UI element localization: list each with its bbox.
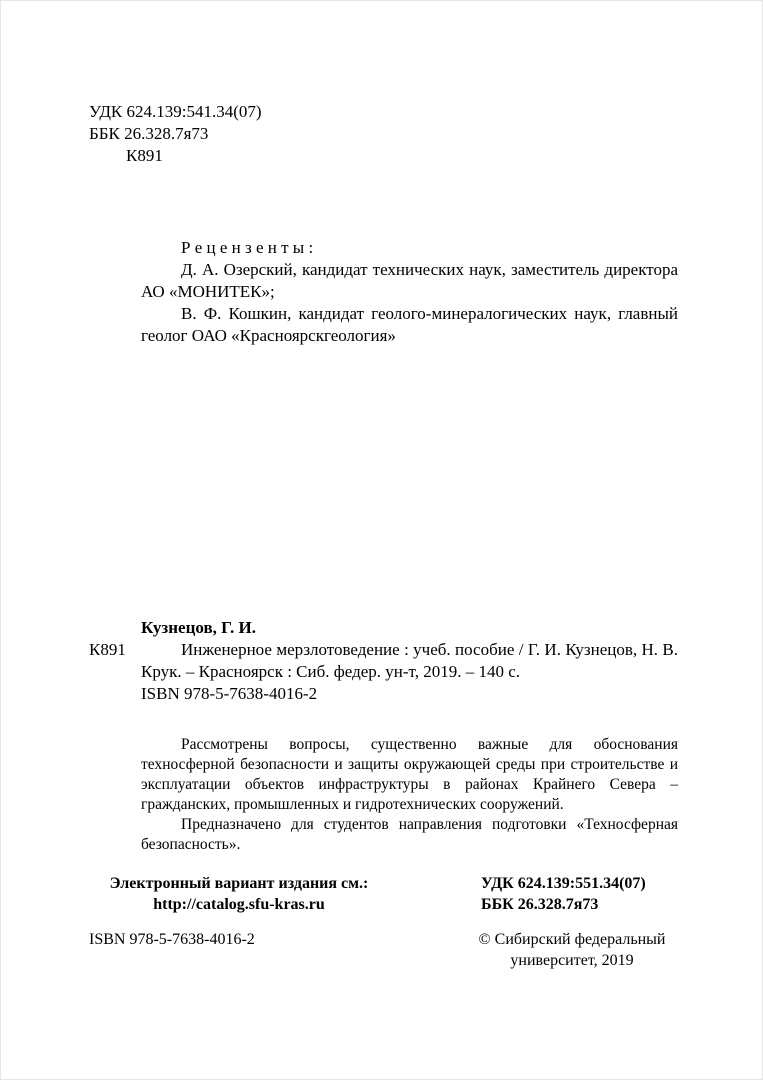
annotation-section (141, 735, 678, 855)
reviewer-2: В. Ф. Кошкин, кандидат геолого-минералогических наук, главный геолог ОАО «Красноярскгеология» (141, 304, 678, 345)
udk-code-top: УДК 624.139:541.34(07) (89, 102, 262, 121)
reviewers-section (141, 237, 678, 347)
electronic-edition-url: http://catalog.sfu-kras.ru (153, 896, 325, 913)
entry-description-text: Инженерное мерзлотоведение : учеб. пособие / Г. И. Кузнецов, Н. В. Крук. – Красноярск : Сиб. федер. ун-т, 2019. – 140 с. (141, 640, 678, 681)
bbk-code-bottom: ББК 26.328.7я73 (481, 896, 599, 913)
top-classification-codes (89, 101, 262, 167)
annotation-paragraph-2: Предназначено для студентов направления подготовки «Техносферная безопасность». (141, 816, 678, 853)
bibliographic-entry (89, 617, 678, 705)
entry-isbn: ISBN 978-5-7638-4016-2 (141, 684, 318, 703)
annotation-paragraph-1: Рассмотрены вопросы, существенно важные для обоснования техносферной безопасности и защиты окружающей среды при строительстве и эксплуатации объектов инфраструктуры в районах Крайнего Севера – гражданских, промышленных и гидротехнических сооружений. (141, 736, 678, 813)
entry-description (89, 639, 678, 683)
copyright-line-2: университет, 2019 (510, 952, 634, 969)
footer-classification-codes (481, 873, 646, 915)
reviewers-heading: Р е ц е н з е н т ы : (181, 238, 314, 257)
author-sign-top: К891 (126, 146, 163, 165)
entry-author: Кузнецов, Г. И. (141, 618, 256, 637)
entry-author-sign: К891 (89, 640, 126, 659)
copyright-line-1: © Сибирский федеральный (478, 931, 666, 948)
copyright-notice (477, 929, 667, 971)
electronic-edition-label: Электронный вариант издания см.: (109, 875, 369, 892)
bbk-code-top: ББК 26.328.7я73 (89, 124, 209, 143)
electronic-edition-note (89, 873, 389, 915)
reviewer-1: Д. А. Озерский, кандидат технических наук, заместитель директора АО «МОНИТЕК»; (141, 260, 678, 301)
udk-code-bottom: УДК 624.139:551.34(07) (481, 875, 646, 892)
isbn-bottom: ISBN 978-5-7638-4016-2 (89, 931, 255, 948)
